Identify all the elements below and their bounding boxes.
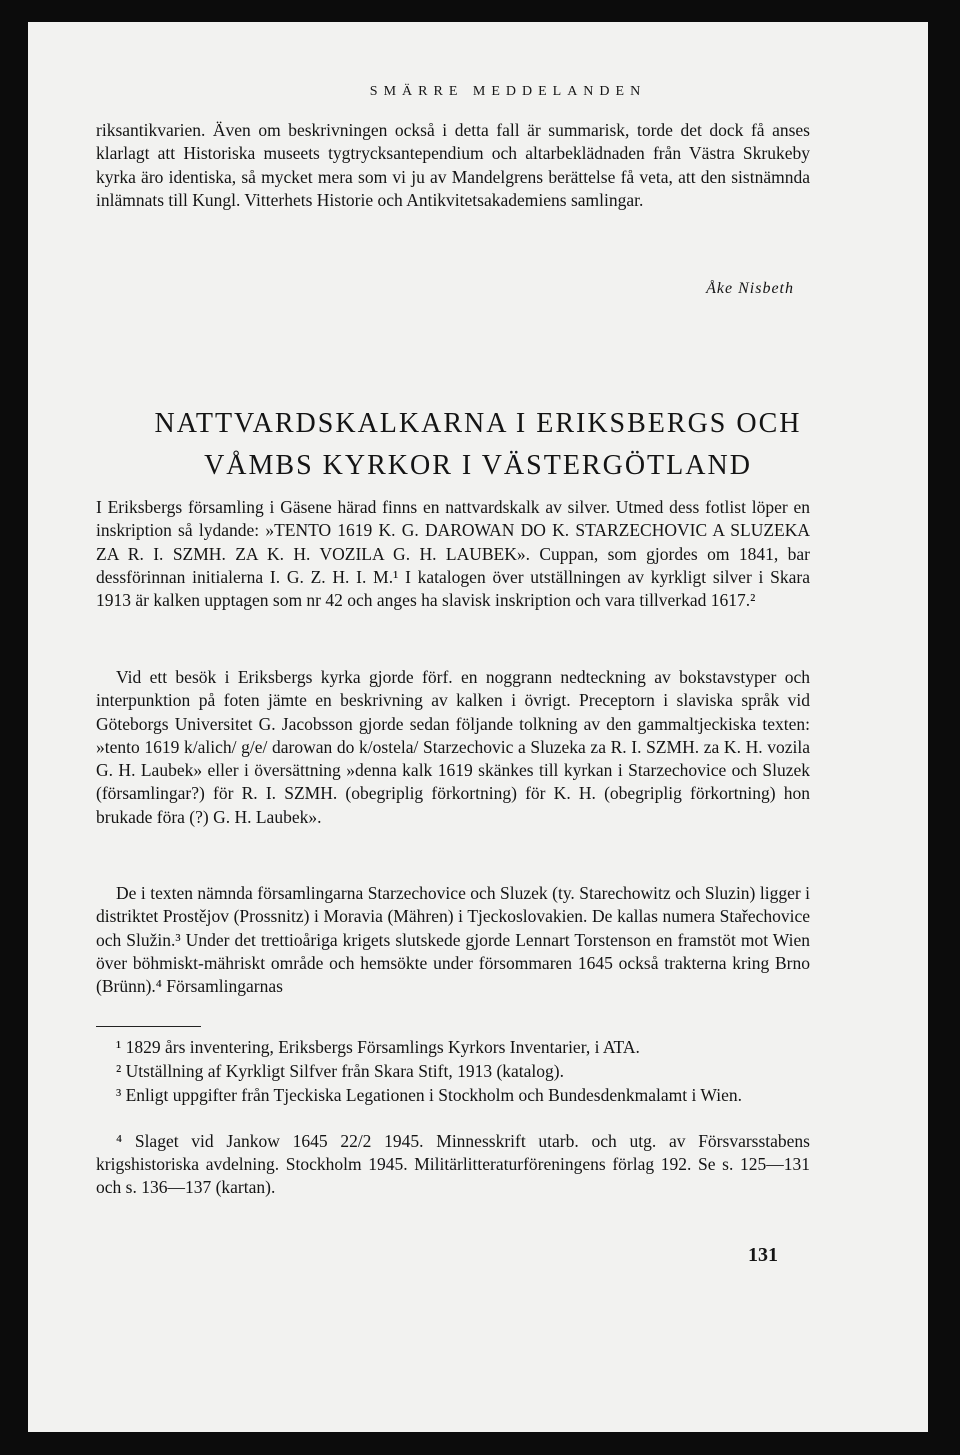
- running-header: SMÄRRE MEDDELANDEN: [369, 84, 647, 99]
- book-page: [28, 22, 928, 1432]
- footnote-2: ² Utställning af Kyrkligt Silfver från Skara Stift, 1913 (katalog).: [116, 1061, 565, 1081]
- body-paragraph-1: I Eriksbergs församling i Gäsene härad finns en nattvardskalk av silver. Utmed dess fotlist löper en inskription så lydande: »TENTO 1619 K. G. DAROWAN DO K. STARZECHOVIC A SLUZEKA ZA R. I. SZMH. ZA K. H. VOZILA G. H. LAUBEK». Cuppan, som gjordes om 1841, bar dessförinnan initialerna I. G. Z. H. I. M.¹ I katalogen över utställningen av kyrkligt silver i Skara 1913 är kalken upptagen som nr 42 och anges ha slavisk inskription och vara tillverkad 1617.²: [96, 497, 810, 611]
- article-title-line-2: VÅMBS KYRKOR I VÄSTERGÖTLAND: [204, 450, 752, 481]
- page-number: 131: [748, 1244, 778, 1266]
- author-signature: Åke Nisbeth: [706, 280, 794, 297]
- body-paragraph-3: De i texten nämnda församlingarna Starzechovice och Sluzek (ty. Starechowitz och Sluzin) ligger i distriktet Prostějov (Prossnitz) i Moravia (Mähren) i Tjeckoslovakien. De kallas numera Stařechovice och Služin.³ Under det trettioåriga krigets slutskede gjorde Lennart Torstenson en framstöt mot Wien över böhmiskt-mähriskt område och hemsökte under försommaren 1645 också trakterna kring Brno (Brünn).⁴ Församlingarnas: [96, 883, 810, 997]
- intro-paragraph: riksantikvarien. Även om beskrivningen också i detta fall är summarisk, torde det dock få anses klarlagt att Historiska museets tygtrycksantependium och altarbeklädnaden från Västra Skrukeby kyrka äro identiska, så mycket mera som vi ju av Mandelgrens berättelse få veta, att den sistnämnda inlämnats till Kungl. Vitterhets Historie och Antikvitetsakademiens samlingar.: [96, 120, 810, 210]
- body-paragraph-2: Vid ett besök i Eriksbergs kyrka gjorde förf. en noggrann nedteckning av bokstavstyper och interpunktion på foten jämte en beskrivning av kalken i övrigt. Preceptorn i slaviska språk vid Göteborgs Universitet G. Jacobsson gjorde sedan följande tolkning av den gammaltjeckiska texten: »tento 1619 k/alich/ g/e/ darowan do k/ostela/ Starzechovic a Sluzeka za R. I. SZMH. za K. H. vozila G. H. Laubek» eller i översättning »denna kalk 1619 skänkes till kyrkan i Starzechovice och Sluzek (församlingar?) för R. I. SZMH. (obegriplig förkortning) för K. H. (obegriplig förkortning) hon brukade föra (?) G. H. Laubek».: [96, 667, 810, 827]
- article-title-line-1: NATTVARDSKALKARNA I ERIKSBERGS OCH: [154, 408, 802, 439]
- footnote-4: ⁴ Slaget vid Jankow 1645 22/2 1945. Minnesskrift utarb. och utg. av Försvarsstabens krigshistoriska avdelning. Stockholm 1945. Militärlitteraturföreningens förlag 192. Se s. 125—131 och s. 136—137 (kartan).: [96, 1131, 810, 1197]
- footnote-1: ¹ 1829 års inventering, Eriksbergs Församlings Kyrkors Inventarier, i ATA.: [116, 1037, 640, 1057]
- footnote-divider: [96, 1026, 201, 1027]
- footnote-3: ³ Enligt uppgifter från Tjeckiska Legationen i Stockholm och Bundesdenkmalamt i Wien.: [116, 1085, 742, 1105]
